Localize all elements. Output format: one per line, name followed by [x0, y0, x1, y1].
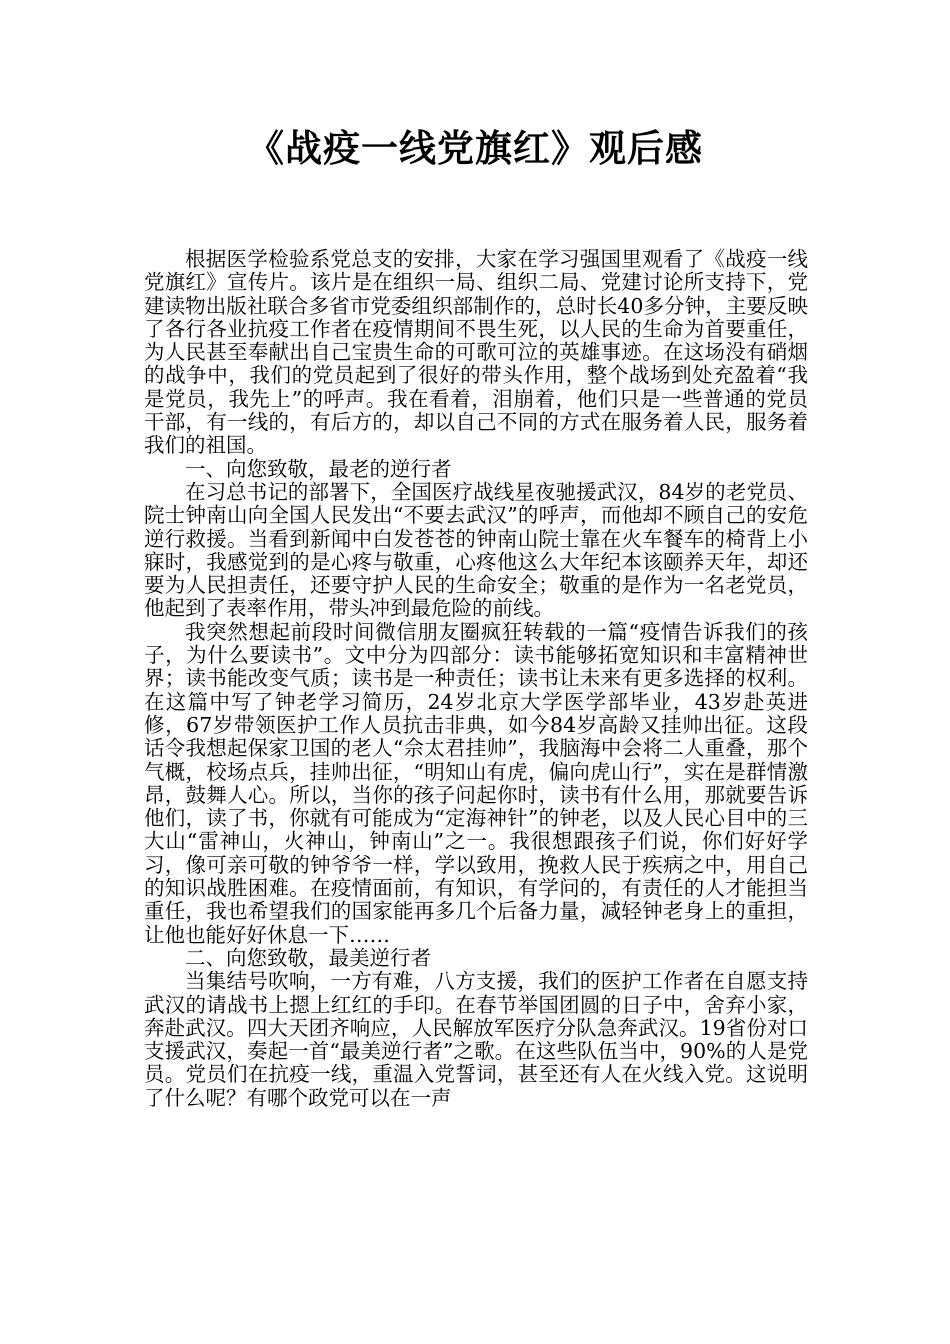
document-title: 《战疫一线党旗红》观后感	[247, 126, 703, 170]
document-body	[144, 248, 808, 1110]
section-heading-1: 一、向您致敬，最老的逆行者	[185, 456, 452, 481]
section-1-paragraph-1: 在习总书记的部署下，全国医疗战线星夜驰援武汉，84岁的老党员、院士钟南山向全国人民发出“不要去武汉”的呼声，而他却不顾自己的安危逆行救援。当看到新闻中白发苍苍的钟南山院士靠在火车餐车的椅背上小寐时，我感觉到的是心疼与敬重，心疼他这么大年纪本该颐养天年，却还要为人民担责任，还要守护人民的生命安全；敬重的是作为一名老党员，他起到了表率作用，带头冲到最危险的前线。	[144, 479, 808, 621]
section-heading-2: 二、向您致敬，最美逆行者	[185, 945, 431, 970]
section-1-paragraph-2: 我突然想起前段时间微信朋友圈疯狂转载的一篇“疫情告诉我们的孩子，为什么要读书”。文中分为四部分：读书能够拓宽知识和丰富精神世界；读书能改变气质；读书是一种责任；读书让未来有更多选择的权利。在这篇中写了钟老学习简历，24岁北京大学医学部毕业，43岁赴英进修，67岁带领医护工作人员抗击非典，如今84岁高龄又挂帅出征。这段话令我想起保家卫国的老人“佘太君挂帅”，我脑海中会将二人重叠，那个气概，校场点兵，挂帅出征，“明知山有虎，偏向虎山行”，实在是群情激昂，鼓舞人心。所以，当你的孩子问起你时，读书有什么用，那就要告诉他们，读了书，你就有可能成为“定海神针”的钟老，以及人民心目中的三大山“雷神山，火神山，钟南山”之一。我很想跟孩子们说，你们好好学习，像可亲可敬的钟爷爷一样，学以致用，挽救人民于疾病之中，用自己的知识战胜困难。在疫情面前，有知识，有学问的，有责任的人才能担当重任，我也希望我们的国家能再多几个后备力量，减轻钟老身上的重担，让他也能好好休息一下……	[144, 619, 808, 947]
section-2-paragraph-1: 当集结号吹响，一方有难，八方支援，我们的医护工作者在自愿支持武汉的请战书上摁上红红的手印。在春节举国团圆的日子中，舍弃小家，奔赴武汉。四大天团齐响应，人民解放军医疗分队急奔武汉。19省份对口支援武汉，奏起一首“最美逆行者”之歌。在这些队伍当中，90%的人是党员。党员们在抗疫一线，重温入党誓词，甚至还有人在火线入党。这说明了什么呢？有哪个政党可以在一声	[144, 969, 808, 1110]
intro-paragraph: 根据医学检验系党总支的安排，大家在学习强国里观看了《战疫一线党旗红》宣传片。该片是在组织一局、组织二局、党建讨论所支持下，党建读物出版社联合多省市党委组织部制作的，总时长40多分钟，主要反映了各行各业抗疫工作者在疫情期间不畏生死，以人民的生命为首要重任，为人民甚至奉献出自己宝贵生命的可歌可泣的英雄事迹。在这场没有硝烟的战争中，我们的党员起到了很好的带头作用，整个战场到处充盈着“我是党员，我先上”的呼声。我在看着，泪崩着，他们只是一些普通的党员干部，有一线的，有后方的，却以自己不同的方式在服务着人民，服务着我们的祖国。	[144, 247, 808, 458]
